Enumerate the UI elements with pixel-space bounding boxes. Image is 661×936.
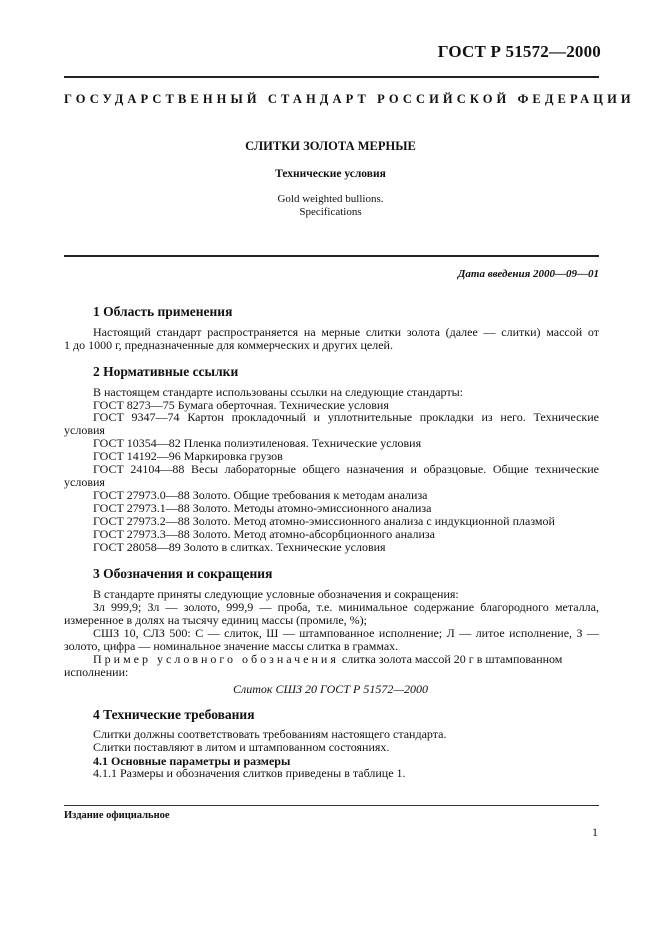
page-number: 1: [592, 825, 598, 839]
section-1-paragraph-line2: 1 до 1000 г, предназначенные для коммерческих и других целей.: [64, 338, 393, 352]
header-rule: [64, 76, 599, 78]
section-3-paragraph-line: измеренное в долях на тысячу единиц массы (промиле, %);: [64, 613, 367, 627]
reference-item: ГОСТ 24104—88 Весы лабораторные общего назначения и образцовые. Общие технические: [93, 462, 599, 476]
example-label: Пример условного обозначения: [93, 652, 339, 666]
section-2-heading: 2 Нормативные ссылки: [93, 364, 239, 379]
footer-rule: [64, 805, 599, 806]
section-4-heading: 4 Технические требования: [93, 707, 255, 722]
example-intro-line: [93, 653, 599, 666]
state-standard-title: ГОСУДАРСТВЕННЫЙ СТАНДАРТ РОССИЙСКОЙ ФЕДЕРАЦИИ: [64, 92, 635, 106]
official-edition-label: Издание официальное: [64, 810, 170, 821]
reference-item: ГОСТ 27973.0—88 Золото. Общие требования к методам анализа: [93, 488, 428, 502]
section-4-paragraph: Слитки должны соответствовать требованиям настоящего стандарта.: [93, 727, 447, 741]
reference-item-continuation: условия: [64, 423, 105, 437]
document-title: СЛИТКИ ЗОЛОТА МЕРНЫЕ: [245, 139, 416, 153]
reference-item: ГОСТ 9347—74 Картон прокладочный и уплотнительные прокладки из него. Технические: [93, 410, 599, 424]
reference-item: ГОСТ 28058—89 Золото в слитках. Технические условия: [93, 540, 386, 554]
example-intro-rest: слитка золота массой 20 г в штампованном: [338, 652, 563, 666]
section-4-paragraph: 4.1.1 Размеры и обозначения слитков приведены в таблице 1.: [93, 766, 406, 780]
gost-number: ГОСТ Р 51572—2000: [437, 42, 601, 61]
subsection-4-1-heading: 4.1 Основные параметры и размеры: [93, 754, 291, 768]
document-subtitle: Технические условия: [275, 168, 386, 180]
designation-example: Слиток СШЗ 20 ГОСТ Р 51572—2000: [233, 682, 428, 696]
section-4-paragraph: Слитки поставляют в литом и штампованном состояниях.: [93, 740, 390, 754]
section-3-heading: 3 Обозначения и сокращения: [93, 566, 273, 581]
title-rule: [64, 255, 599, 257]
example-intro-line2: исполнении:: [64, 665, 129, 679]
section-3-paragraph-line: Зл 999,9; Зл — золото, 999,9 — проба, т.е. минимальное содержание благородного металла,: [93, 600, 599, 614]
reference-item: ГОСТ 10354—82 Пленка полиэтиленовая. Технические условия: [93, 436, 422, 450]
english-title-line2: Specifications: [299, 206, 362, 218]
reference-item: ГОСТ 8273—75 Бумага оберточная. Технические условия: [93, 398, 389, 412]
reference-item: ГОСТ 14192—96 Маркировка грузов: [93, 449, 283, 463]
english-title-line1: Gold weighted bullions.: [277, 193, 384, 205]
reference-item: ГОСТ 27973.2—88 Золото. Метод атомно-эмиссионного анализа с индукционной плазмой: [93, 514, 555, 528]
reference-item: ГОСТ 27973.1—88 Золото. Методы атомно-эмиссионного анализа: [93, 501, 432, 515]
section-3-paragraph-line: СШЗ 10, СЛЗ 500: С — слиток, Ш — штампованное исполнение; Л — литое исполнение, З —: [93, 626, 599, 640]
reference-item-continuation: условия: [64, 475, 105, 489]
section-1-heading: 1 Область применения: [93, 304, 233, 319]
reference-item: ГОСТ 27973.3—88 Золото. Метод атомно-абсорбционного анализа: [93, 527, 435, 541]
section-3-paragraph-line: золото, цифра — номинальное значение массы слитка в граммах.: [64, 639, 399, 653]
section-2-intro: В настоящем стандарте использованы ссылки на следующие стандарты:: [93, 385, 464, 399]
section-1-paragraph-line1: Настоящий стандарт распространяется на мерные слитки золота (далее — слитки) массой от: [93, 325, 599, 339]
introduction-date: Дата введения 2000—09—01: [457, 268, 599, 280]
section-3-intro: В стандарте приняты следующие условные обозначения и сокращения:: [93, 587, 459, 601]
